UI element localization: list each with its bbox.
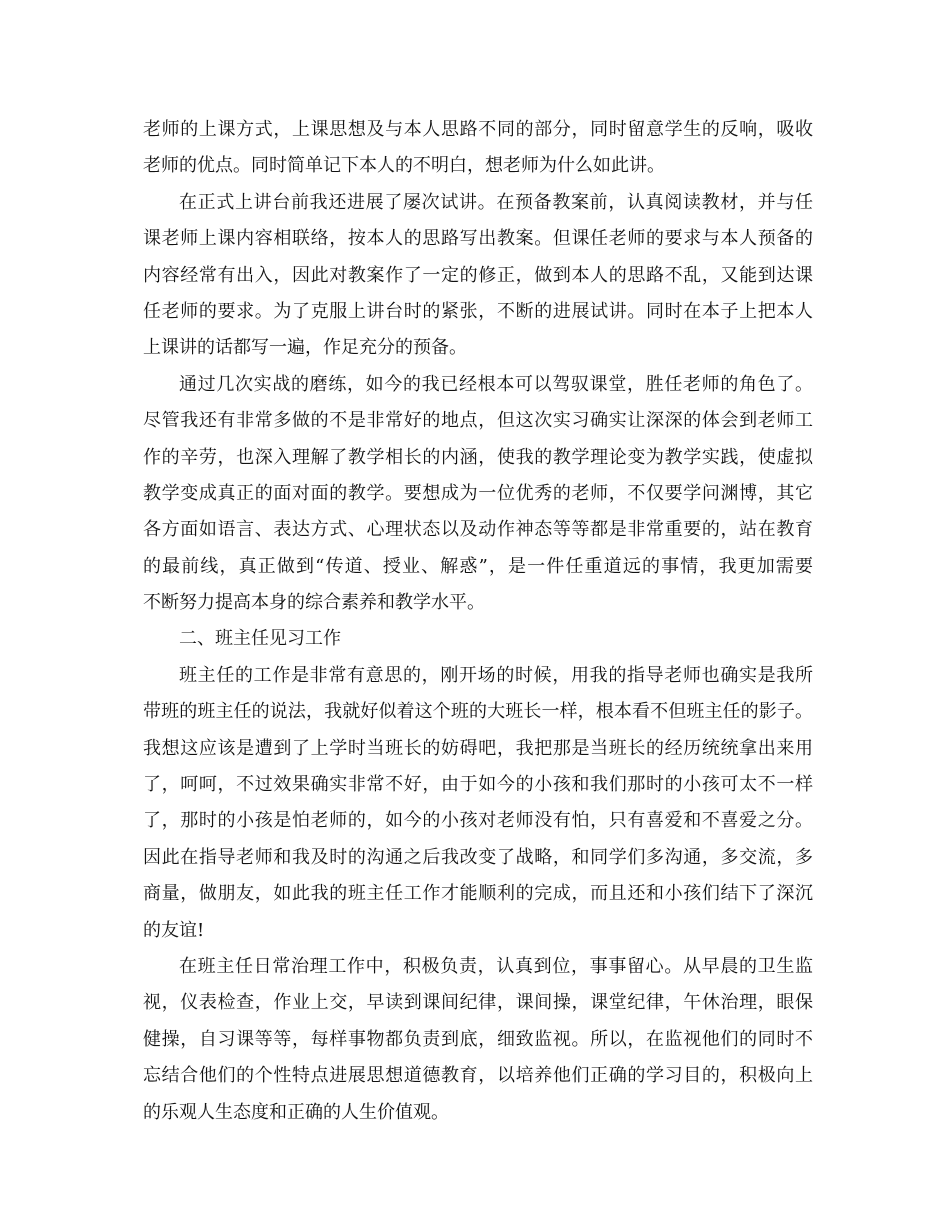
text-line: 作的辛劳，也深入理解了教学相长的内涵，使我的教学理论变为教学实践，使虚拟 (143, 446, 813, 468)
paragraph-first-line: 在正式上讲台前我还进展了屡次试讲。在预备教案前，认真阅读教材，并与任 (179, 191, 813, 213)
text-line: 老师的优点。同时简单记下本人的不明白，想老师为什么如此讲。 (143, 155, 665, 177)
paragraph-first-line: 在班主任日常治理工作中，积极负责，认真到位，事事留心。从早晨的卫生监 (179, 955, 813, 977)
text-line: 的乐观人生态度和正确的人生价值观。 (143, 1101, 449, 1123)
text-line: 带班的班主任的说法，我就好似着这个班的大班长一样，根本看不但班主任的影子。 (143, 701, 813, 723)
text-line: 课老师上课内容相联络，按本人的思路写出教案。但课任老师的要求与本人预备的 (143, 228, 813, 250)
text-line: 了，那时的小孩是怕老师的，如今的小孩对老师没有怕，只有喜爱和不喜爱之分。 (143, 810, 813, 832)
paragraph-first-line: 通过几次实战的磨练，如今的我已经根本可以驾驭课堂，胜任老师的角色了。 (179, 373, 813, 395)
text-line: 的最前线，真正做到“传道、授业、解惑”，是一件任重道远的事情，我更加需要 (143, 555, 813, 577)
text-line: 我想这应该是遭到了上学时当班长的妨碍吧，我把那是当班长的经历统统拿出来用 (143, 737, 813, 759)
text-line: 商量，做朋友，如此我的班主任工作才能顺利的完成，而且还和小孩们结下了深沉 (143, 883, 813, 905)
text-line: 的友谊! (143, 919, 205, 941)
text-line: 忘结合他们的个性特点进展思想道德教育，以培养他们正确的学习目的，积极向上 (143, 1065, 813, 1087)
text-line: 健操，自习课等等，每样事物都负责到底，细致监视。所以，在监视他们的同时不 (143, 1028, 813, 1050)
text-line: 了，呵呵，不过效果确实非常不好，由于如今的小孩和我们那时的小孩可太不一样 (143, 774, 813, 796)
document-body (143, 112, 813, 1131)
text-line: 因此在指导老师和我及时的沟通之后我改变了战略，和同学们多沟通，多交流，多 (143, 846, 813, 868)
text-line: 视，仪表检查，作业上交，早读到课间纪律，课间操，课堂纪律，午休治理，眼保 (143, 992, 813, 1014)
paragraph-first-line: 二、班主任见习工作 (179, 628, 341, 650)
text-line: 任老师的要求。为了克服上讲台时的紧张，不断的进展试讲。同时在本子上把本人 (143, 300, 813, 322)
text-line: 上课讲的话都写一遍，作足充分的预备。 (143, 337, 467, 359)
document-page (143, 112, 813, 1131)
text-line: 内容经常有出入，因此对教案作了一定的修正，做到本人的思路不乱，又能到达课 (143, 264, 813, 286)
text-line: 老师的上课方式，上课思想及与本人思路不同的部分，同时留意学生的反响，吸收 (143, 119, 813, 140)
text-line: 教学变成真正的面对面的教学。要想成为一位优秀的老师，不仅要学问渊博，其它 (143, 482, 813, 504)
text-line: 各方面如语言、表达方式、心理状态以及动作神态等等都是非常重要的，站在教育 (143, 519, 813, 541)
paragraph-first-line: 班主任的工作是非常有意思的，刚开场的时候，用我的指导老师也确实是我所 (179, 664, 813, 686)
text-line: 尽管我还有非常多做的不是非常好的地点，但这次实习确实让深深的体会到老师工 (143, 410, 813, 432)
text-line: 不断努力提高本身的综合素养和教学水平。 (143, 592, 485, 614)
